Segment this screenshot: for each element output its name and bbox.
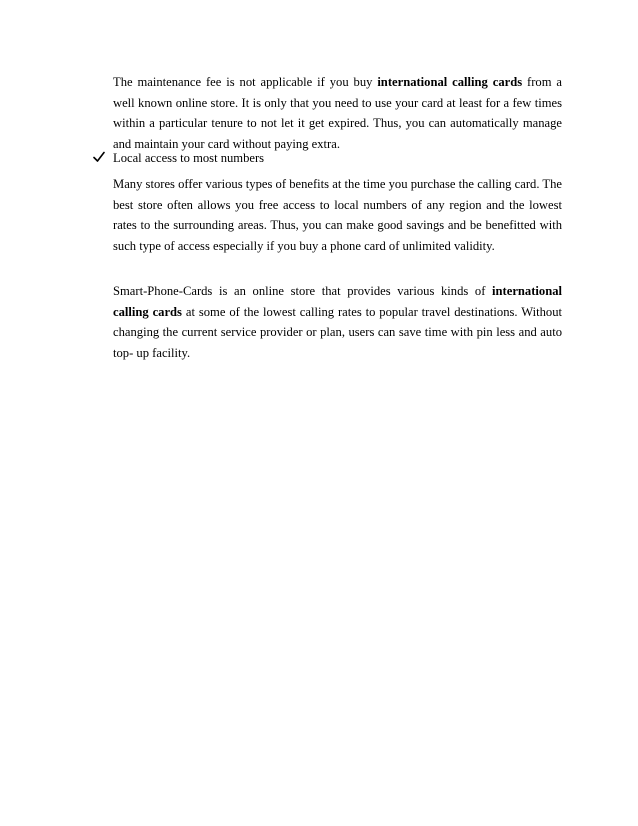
bullet-item-local-access: [93, 148, 553, 168]
paragraph-store-benefits: Many stores offer various types of benefits at the time you purchase the calling card. The best store often allows you free access to local numbers of any region and the lowest rates to the surrounding areas. Thus, you can make good savings and be benefitted with such type of access especially if you buy a phone card of unlimited validity.: [113, 177, 562, 253]
paragraph-maintenance-fee: [113, 72, 562, 154]
paragraph-smart-phone-cards: [113, 281, 562, 363]
paragraph-text: The maintenance fee is not applicable if you buy: [113, 75, 378, 89]
paragraph-text: at some of the lowest calling rates to popular travel destinations. Without changing the current service provider or plan, users can save time with pin less and auto top- up facility.: [113, 304, 562, 360]
paragraph-text: Smart-Phone-Cards is an online store that provides various kinds of: [113, 284, 493, 298]
paragraph-text: from a well known online store. It is only that you need to use your card at least for a few times within a particular tenure to not let it get expired. Thus, you can automatically manage and maintain your card without paying extra.: [113, 75, 562, 151]
bullet-label: Local access to most numbers: [113, 151, 265, 165]
bold-keyword: international calling cards: [377, 75, 523, 89]
bold-keyword: international calling cards: [113, 284, 562, 319]
checkmark-icon: [93, 151, 105, 163]
